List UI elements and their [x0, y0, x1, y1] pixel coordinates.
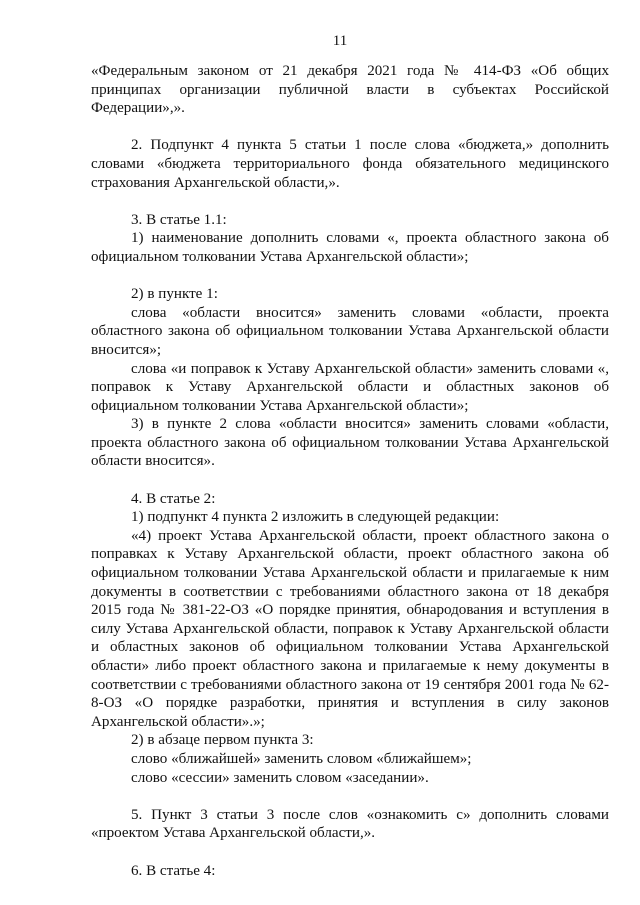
paragraph-item-4-1-text: «4) проект Устава Архангельской области, проект областного закона о поправках к Уставу Архангельской области, проект областного закона об официальном толковании Устава Архангельской области и прилагаемые к ним документы в соответствии с требованиями областного закона от 18 декабря 2015 года № 381-22-ОЗ «О порядке принятия, обнародования и вступления в силу Устава Архангельской области, поправок к Уставу Архангельской области и областных законов об официальном толковании Устава Архангельской области» либо проект областного закона и прилагаемые к нему документы в соответствии с требованиями областного закона от 19 сентября 2001 года № 62-8-ОЗ «О порядке разработки, принятия и вступления в силу законов Архангельской области».»;: [91, 527, 609, 730]
paragraph-item-4-2: 2) в абзаце первом пункта 3:: [131, 732, 314, 749]
paragraph-item-4-2-a: слово «ближайшей» заменить словом «ближайшем»;: [131, 750, 472, 767]
heading-item-3: 3. В статье 1.1:: [131, 211, 227, 228]
heading-item-4: 4. В статье 2:: [131, 490, 216, 507]
paragraph-item-5: 5. Пункт 3 статьи 3 после слов «ознакомить с» дополнить словами «проектом Устава Архангельской области,».: [91, 806, 609, 842]
page-number: 11: [332, 33, 348, 49]
document-body: [91, 62, 609, 880]
paragraph-federal-law-reference: «Федеральным законом от 21 декабря 2021 года № 414-ФЗ «Об общих принципах организации публичной власти в субъектах Российской Федерации»,».: [91, 63, 609, 117]
paragraph-item-4-1: 1) подпункт 4 пункта 2 изложить в следующей редакции:: [131, 509, 500, 526]
paragraph-item-3-1: 1) наименование дополнить словами «, проекта областного закона об официальном толковании Устава Архангельской области»;: [91, 230, 609, 265]
heading-item-6: 6. В статье 4:: [131, 862, 216, 879]
paragraph-item-3-3: 3) в пункте 2 слова «области вносится» заменить словами «области, проекта областного закона об официальном толковании Устава Архангельской области вносится».: [91, 416, 609, 470]
paragraph-item-3-2-b: слова «и поправок к Уставу Архангельской области» заменить словами «, поправок к Уставу Архангельской области и областных законов об официальном толковании Устава Архангельской области»;: [91, 360, 609, 414]
paragraph-item-4-2-b: слово «сессии» заменить словом «заседании».: [131, 769, 429, 786]
paragraph-item-2: 2. Подпункт 4 пункта 5 статьи 1 после слова «бюджета,» дополнить словами «бюджета территориального фонда обязательного медицинского страхования Архангельской области,».: [91, 137, 609, 191]
paragraph-item-3-2-a: слова «области вносится» заменить словами «области, проекта областного закона об официальном толковании Устава Архангельской области вносится»;: [91, 304, 609, 358]
document-page: [91, 0, 609, 905]
heading-item-3-2: 2) в пункте 1:: [131, 286, 218, 303]
